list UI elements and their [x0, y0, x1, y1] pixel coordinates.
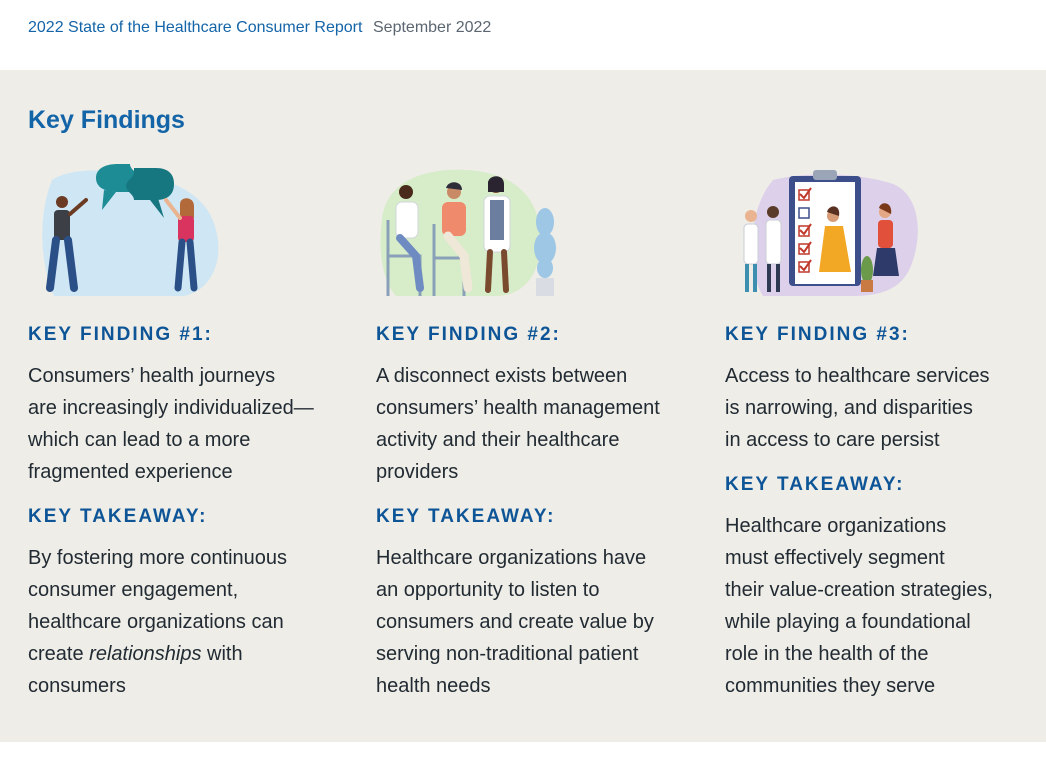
report-title: 2022 State of the Healthcare Consumer Report: [28, 19, 363, 36]
text-segment: with: [201, 643, 243, 665]
text-line: activity and their healthcare: [376, 429, 620, 451]
text-line: while playing a foundational: [725, 611, 971, 633]
text-line: are increasingly individualized—: [28, 397, 314, 419]
text-line: in access to care persist: [725, 429, 940, 451]
section-heading: Key Findings: [28, 106, 185, 134]
puzzle-people-illustration: [34, 160, 234, 300]
text-line: an opportunity to listen to: [376, 579, 600, 601]
text-line: consumers and create value by: [376, 611, 654, 633]
text-line: their value-creation strategies,: [725, 579, 993, 601]
key-finding-3-label: KEY FINDING #3:: [725, 324, 910, 345]
key-finding-2-label: KEY FINDING #2:: [376, 324, 561, 345]
emphasis-relationships: relationships: [89, 643, 202, 665]
text-line: providers: [376, 461, 459, 483]
people-conversation-illustration: [376, 160, 576, 300]
text-line: communities they serve: [725, 675, 936, 697]
text-line: healthcare organizations can: [28, 611, 284, 633]
text-line: Consumers’ health journeys: [28, 365, 276, 387]
text-line: serving non-traditional patient: [376, 643, 639, 665]
text-line: [28, 638, 328, 670]
text-line: A disconnect exists between: [376, 365, 628, 387]
text-line: consumer engagement,: [28, 579, 239, 601]
key-finding-1-text: [28, 360, 328, 488]
text-line: which can lead to a more: [28, 429, 251, 451]
key-takeaway-1-label: KEY TAKEAWAY:: [28, 506, 208, 527]
report-header: [0, 0, 1046, 70]
text-line: Access to healthcare services: [725, 365, 990, 387]
key-takeaway-2-text: [376, 542, 676, 702]
key-finding-1-label: KEY FINDING #1:: [28, 324, 213, 345]
text-line: consumers: [28, 675, 126, 697]
checklist-clipboard-illustration: [733, 160, 933, 300]
key-takeaway-1-text: [28, 542, 328, 702]
key-finding-3-text: [725, 360, 1025, 456]
report-date: September 2022: [373, 19, 492, 36]
text-line: role in the health of the: [725, 643, 929, 665]
text-line: Healthcare organizations: [725, 515, 947, 537]
key-takeaway-2-label: KEY TAKEAWAY:: [376, 506, 556, 527]
text-line: must effectively segment: [725, 547, 945, 569]
text-segment: create: [28, 643, 90, 665]
key-takeaway-3-text: [725, 510, 1025, 702]
text-line: fragmented experience: [28, 461, 233, 483]
key-takeaway-3-label: KEY TAKEAWAY:: [725, 474, 905, 495]
text-line: By fostering more continuous: [28, 547, 288, 569]
key-findings-panel: [0, 70, 1046, 742]
key-finding-2-text: [376, 360, 676, 488]
text-line: is narrowing, and disparities: [725, 397, 973, 419]
text-line: consumers’ health management: [376, 397, 660, 419]
text-line: health needs: [376, 675, 491, 697]
text-line: Healthcare organizations have: [376, 547, 647, 569]
